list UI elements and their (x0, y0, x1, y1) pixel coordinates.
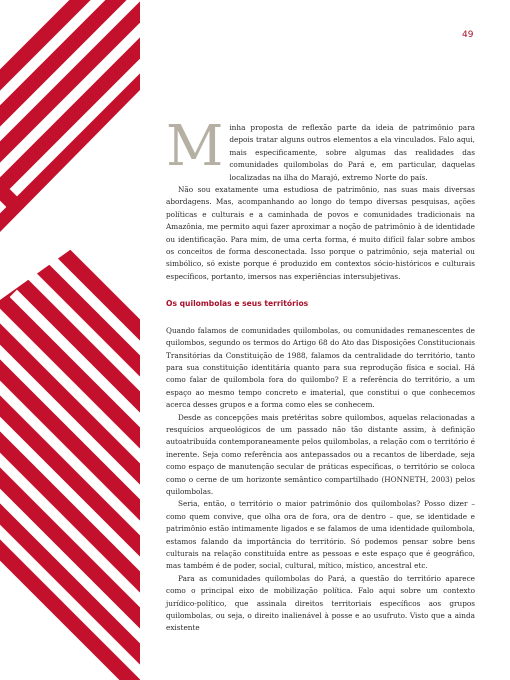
article-body (166, 114, 475, 635)
body-paragraph-2: Desde as concepções mais pretéritas sobre quilombos, aquelas relacionadas a resquícios arqueológicos de um passado não tão distante assim, à definição autoatribuída contemporaneamente pelos quilombolas, a relação com o território é inerente. Seja como referência aos antepassados ou a recantos de liberdade, seja como espaço de manutenção secular de práticas específicas, o território se coloca como o cerne de um horizonte semântico compartilhado (HONNETH, 2003) pelos quilombolas. (166, 412, 475, 496)
body-paragraph-4: Para as comunidades quilombolas do Pará, a questão do território aparece como o principal eixo de mobilização política. Falo aqui sobre um contexto jurídico-político, que assinala direitos territoriais específicos aos grupos quilombolas, ou seja, o direito inalienável à posse e ao usufruto. Visto que a ainda existente (166, 573, 475, 633)
section-heading: Os quilombolas e seus territórios (166, 299, 309, 309)
page-number: 49 (462, 30, 474, 40)
intro-paragraph-1: inha proposta de reflexão parte da ideia de patrimônio para depois tratar alguns outros elementos a ela vinculados. Falo aqui, mais especificamente, sobre algumas das realidades das comunidades quilombolas do Pará e, em particular, daquelas localizadas na ilha do Marajó, extremo Norte do país. (229, 123, 475, 182)
intro-paragraph-2: Não sou exatamente uma estudiosa de patrimônio, nas suas mais diversas abordagens. Mas, acompanhando ao longo do tempo diversas pesquisas, ações políticas e culturais e a caminhada de povos e comunidades tradicionais na Amazônia, me permito aqui fazer aproximar a noção de patrimônio à de identidade ou identificação. Para mim, de uma certa forma, é muito difícil falar sobre ambos os conceitos de forma desconectada. Isso porque o patrimônio, seja material ou simbólico, só existe porque é produzido em contextos sócio-históricos e culturais específicos, portanto, imersos nas experiências intersubjetivas. (166, 185, 475, 281)
drop-cap: M (166, 114, 224, 179)
body-paragraph-3: Seria, então, o território o maior patrimônio dos quilombolas? Posso dizer – como quem convive, que olha ora de fora, ora de dentro – que, se identidade e patrimônio estão intimamente ligados e se falamos de uma identidade quilombola, estamos falando da importância do território. Só podemos pensar sobre bens culturais na relação constituída entre as pessoas e este espaço que é geográfico, mas também é de poder, social, cultural, mítico, místico, ancestral etc. (166, 499, 475, 571)
body-paragraph-1: Quando falamos de comunidades quilombolas, ou comunidades remanescentes de quilombos, segundo os termos do Artigo 68 do Ato das Disposições Constitucionais Transitórias da Constituição de 1988, falamos da centralidade do território, tanto para sua constituição identitária quanto para sua reprodução física e social. Há como falar de quilombola fora do quilombo? E a referência do território, a um espaço ao mesmo tempo concreto e imaterial, que constitui o que conhecemos acerca desses grupos e a forma como eles se conhecem. (166, 325, 475, 410)
decorative-diagonal-stripes (0, 0, 140, 680)
